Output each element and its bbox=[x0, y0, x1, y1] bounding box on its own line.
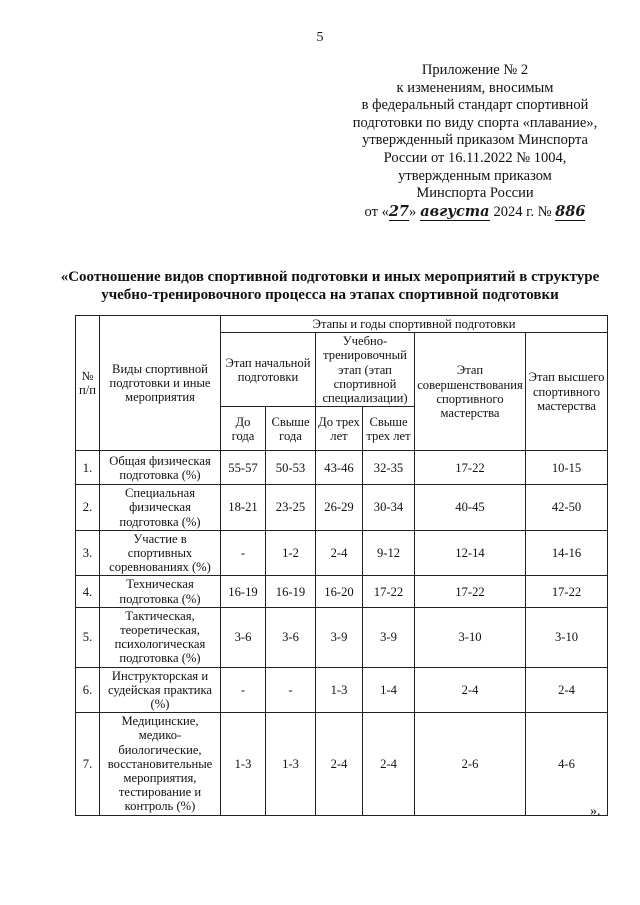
row-value: 1-3 bbox=[221, 713, 266, 815]
row-value: 17-22 bbox=[415, 451, 526, 485]
annex-line: Минспорта России bbox=[416, 185, 534, 202]
order-number-handwritten: 886 bbox=[555, 202, 586, 220]
row-activity-name: Техническая подготовка (%) bbox=[100, 576, 221, 607]
row-value: 55-57 bbox=[221, 451, 266, 485]
row-value: 1-4 bbox=[363, 667, 415, 713]
annex-line: к изменениям, вносимым bbox=[396, 79, 554, 96]
table-body bbox=[76, 451, 608, 815]
table-row bbox=[76, 713, 608, 815]
row-value: 2-4 bbox=[316, 713, 363, 815]
date-month-handwritten: августа bbox=[420, 202, 490, 220]
annex-line: в федеральный стандарт спортивной bbox=[361, 97, 589, 114]
header-improvement-stage: Этап совершенствования спортивного мастерства bbox=[415, 333, 526, 451]
ratio-table bbox=[75, 315, 608, 816]
row-value: 2-4 bbox=[415, 667, 526, 713]
row-value: 1-3 bbox=[316, 667, 363, 713]
document-title bbox=[40, 268, 620, 304]
annex-line: подготовки по виду спорта «плавание», bbox=[352, 114, 598, 131]
row-activity-name: Общая физическая подготовка (%) bbox=[100, 451, 221, 485]
row-activity-name: Тактическая, теоретическая, психологическая подготовка (%) bbox=[100, 607, 221, 667]
table-row bbox=[76, 667, 608, 713]
row-value: 43-46 bbox=[316, 451, 363, 485]
row-value: 23-25 bbox=[266, 485, 316, 531]
date-year: 2024 г. № bbox=[493, 203, 552, 220]
row-value: 2-4 bbox=[316, 530, 363, 576]
row-number: 5. bbox=[76, 607, 100, 667]
row-value: 40-45 bbox=[415, 485, 526, 531]
row-value: 4-6 bbox=[526, 713, 608, 815]
table-row bbox=[76, 485, 608, 531]
header-higher-stage: Этап высшего спортивного мастерства bbox=[526, 333, 608, 451]
row-value: 10-15 bbox=[526, 451, 608, 485]
row-value: 50-53 bbox=[266, 451, 316, 485]
row-value: - bbox=[221, 530, 266, 576]
row-value: 3-6 bbox=[221, 607, 266, 667]
header-over-three: Свыше трех лет bbox=[363, 407, 415, 451]
header-up-to-three: До трех лет bbox=[316, 407, 363, 451]
row-activity-name: Медицинские, медико-биологические, восстановительные мероприятия, тестирование и контроль (%) bbox=[100, 713, 221, 815]
row-value: 9-12 bbox=[363, 530, 415, 576]
date-prefix: от « bbox=[364, 203, 389, 220]
row-value: 17-22 bbox=[415, 576, 526, 607]
date-day-handwritten: 27 bbox=[388, 202, 410, 220]
row-value: 26-29 bbox=[316, 485, 363, 531]
row-number: 6. bbox=[76, 667, 100, 713]
row-value: 1-2 bbox=[266, 530, 316, 576]
row-value: 14-16 bbox=[526, 530, 608, 576]
annex-line: Приложение № 2 bbox=[421, 62, 529, 78]
row-value: 1-3 bbox=[266, 713, 316, 815]
header-num: № п/п bbox=[76, 316, 100, 451]
row-number: 7. bbox=[76, 713, 100, 815]
row-value: 3-9 bbox=[316, 607, 363, 667]
row-value: 18-21 bbox=[221, 485, 266, 531]
row-value: 17-22 bbox=[526, 576, 608, 607]
date-quote-close: » bbox=[409, 203, 417, 220]
row-activity-name: Участие в спортивных соревнованиях (%) bbox=[100, 530, 221, 576]
row-value: 16-20 bbox=[316, 576, 363, 607]
row-activity-name: Специальная физическая подготовка (%) bbox=[100, 485, 221, 531]
row-value: 3-6 bbox=[266, 607, 316, 667]
header-over-year: Свыше года bbox=[266, 407, 316, 451]
header-initial-stage: Этап начальной подготовки bbox=[221, 333, 316, 407]
row-value: 3-9 bbox=[363, 607, 415, 667]
row-value: - bbox=[221, 667, 266, 713]
row-value: 30-34 bbox=[363, 485, 415, 531]
row-number: 3. bbox=[76, 530, 100, 576]
header-up-to-year: До года bbox=[221, 407, 266, 451]
row-value: 2-4 bbox=[526, 667, 608, 713]
annex-block bbox=[345, 62, 605, 221]
row-value: 2-6 bbox=[415, 713, 526, 815]
table-row bbox=[76, 451, 608, 485]
row-value: - bbox=[266, 667, 316, 713]
title-line: учебно-тренировочного процесса на этапах спортивной подготовки bbox=[101, 287, 559, 303]
closing-quote: ». bbox=[590, 804, 601, 819]
title-line: «Соотношение видов спортивной подготовки и иных мероприятий в структуре bbox=[60, 269, 600, 285]
table-row bbox=[76, 607, 608, 667]
row-value: 2-4 bbox=[363, 713, 415, 815]
order-date-line bbox=[345, 203, 605, 222]
row-value: 3-10 bbox=[415, 607, 526, 667]
annex-line: утвержденный приказом Минспорта bbox=[362, 132, 588, 149]
page-number: 5 bbox=[316, 30, 324, 45]
annex-line: России от 16.11.2022 № 1004, bbox=[383, 149, 567, 166]
row-number: 1. bbox=[76, 451, 100, 485]
row-value: 16-19 bbox=[221, 576, 266, 607]
row-number: 4. bbox=[76, 576, 100, 607]
header-stages: Этапы и годы спортивной подготовки bbox=[221, 316, 608, 333]
row-number: 2. bbox=[76, 485, 100, 531]
row-activity-name: Инструкторская и судейская практика (%) bbox=[100, 667, 221, 713]
header-training-stage: Учебно-тренировочный этап (этап спортивной специализации) bbox=[316, 333, 415, 407]
row-value: 42-50 bbox=[526, 485, 608, 531]
row-value: 17-22 bbox=[363, 576, 415, 607]
table-row bbox=[76, 576, 608, 607]
row-value: 12-14 bbox=[415, 530, 526, 576]
row-value: 3-10 bbox=[526, 607, 608, 667]
annex-line: утвержденным приказом bbox=[398, 167, 552, 184]
table-row bbox=[76, 530, 608, 576]
row-value: 16-19 bbox=[266, 576, 316, 607]
row-value: 32-35 bbox=[363, 451, 415, 485]
header-types: Виды спортивной подготовки и иные мероприятия bbox=[100, 316, 221, 451]
